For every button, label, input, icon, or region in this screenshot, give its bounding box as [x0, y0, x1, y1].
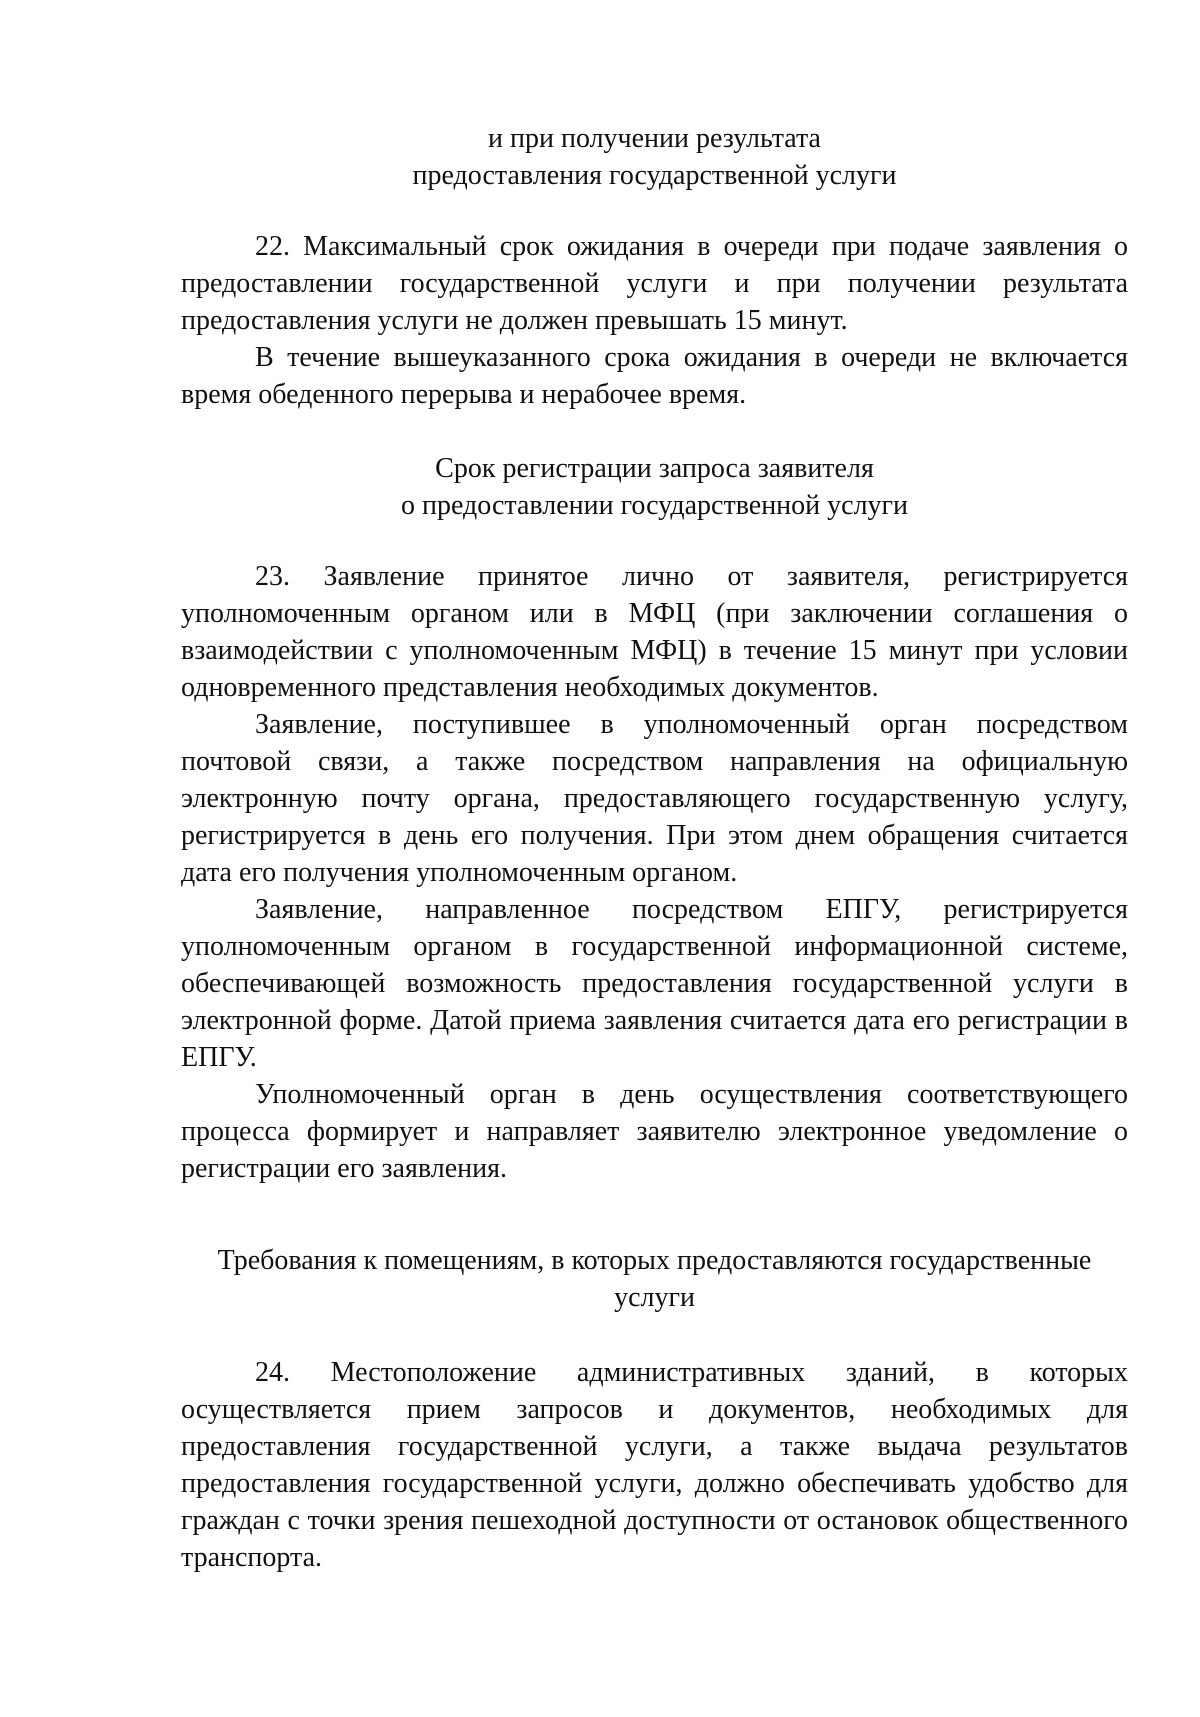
paragraph: 22. Максимальный срок ожидания в очереди при подаче заявления о предоставлении государственной услуги и при получении результата предоставления услуги не должен превышать 15 минут. [181, 231, 1128, 336]
paragraph: Уполномоченный орган в день осуществления соответствующего процесса формирует и направляет заявителю электронное уведомление о регистрации его заявления. [181, 1079, 1128, 1184]
heading-line: и при получении результата [488, 123, 821, 154]
heading-line: Требования к помещениям, в которых предоставляются государственные [217, 1245, 1092, 1276]
section-22 [181, 228, 1128, 413]
heading-line: о предоставлении государственной услуги [400, 490, 909, 521]
heading-line: услуги [614, 1282, 695, 1313]
section-heading [181, 450, 1128, 524]
section-23 [181, 558, 1128, 1187]
section-24 [181, 1354, 1128, 1576]
paragraph: 23. Заявление принятое лично от заявителя, регистрируется уполномоченным органом или в МФЦ (при заключении соглашения о взаимодействии с уполномоченным МФЦ) в течение 15 минут при условии одновременного представления необходимых документов. [181, 561, 1128, 703]
paragraph: Заявление, направленное посредством ЕПГУ, регистрируется уполномоченным органом в государственной информационной системе, обеспечивающей возможность предоставления государственной услуги в электронной форме. Датой приема заявления считается дата его регистрации в ЕПГУ. [181, 894, 1128, 1073]
paragraph: 24. Местоположение административных зданий, в которых осуществляется прием запросов и документов, необходимых для предоставления государственной услуги, а также выдача результатов предоставления государственной услуги, должно обеспечивать удобство для граждан с точки зрения пешеходной доступности от остановок общественного транспорта. [181, 1357, 1128, 1573]
paragraph: В течение вышеуказанного срока ожидания в очереди не включается время обеденного перерыва и нерабочее время. [181, 342, 1128, 410]
section-heading [181, 120, 1128, 194]
heading-line: Срок регистрации запроса заявителя [435, 453, 874, 484]
heading-line: предоставления государственной услуги [412, 160, 897, 191]
section-heading [181, 1242, 1128, 1316]
paragraph: Заявление, поступившее в уполномоченный орган посредством почтовой связи, а также посредством направления на официальную электронную почту органа, предоставляющего государственную услугу, регистрируется в день его получения. При этом днем обращения считается дата его получения уполномоченным органом. [181, 709, 1128, 888]
